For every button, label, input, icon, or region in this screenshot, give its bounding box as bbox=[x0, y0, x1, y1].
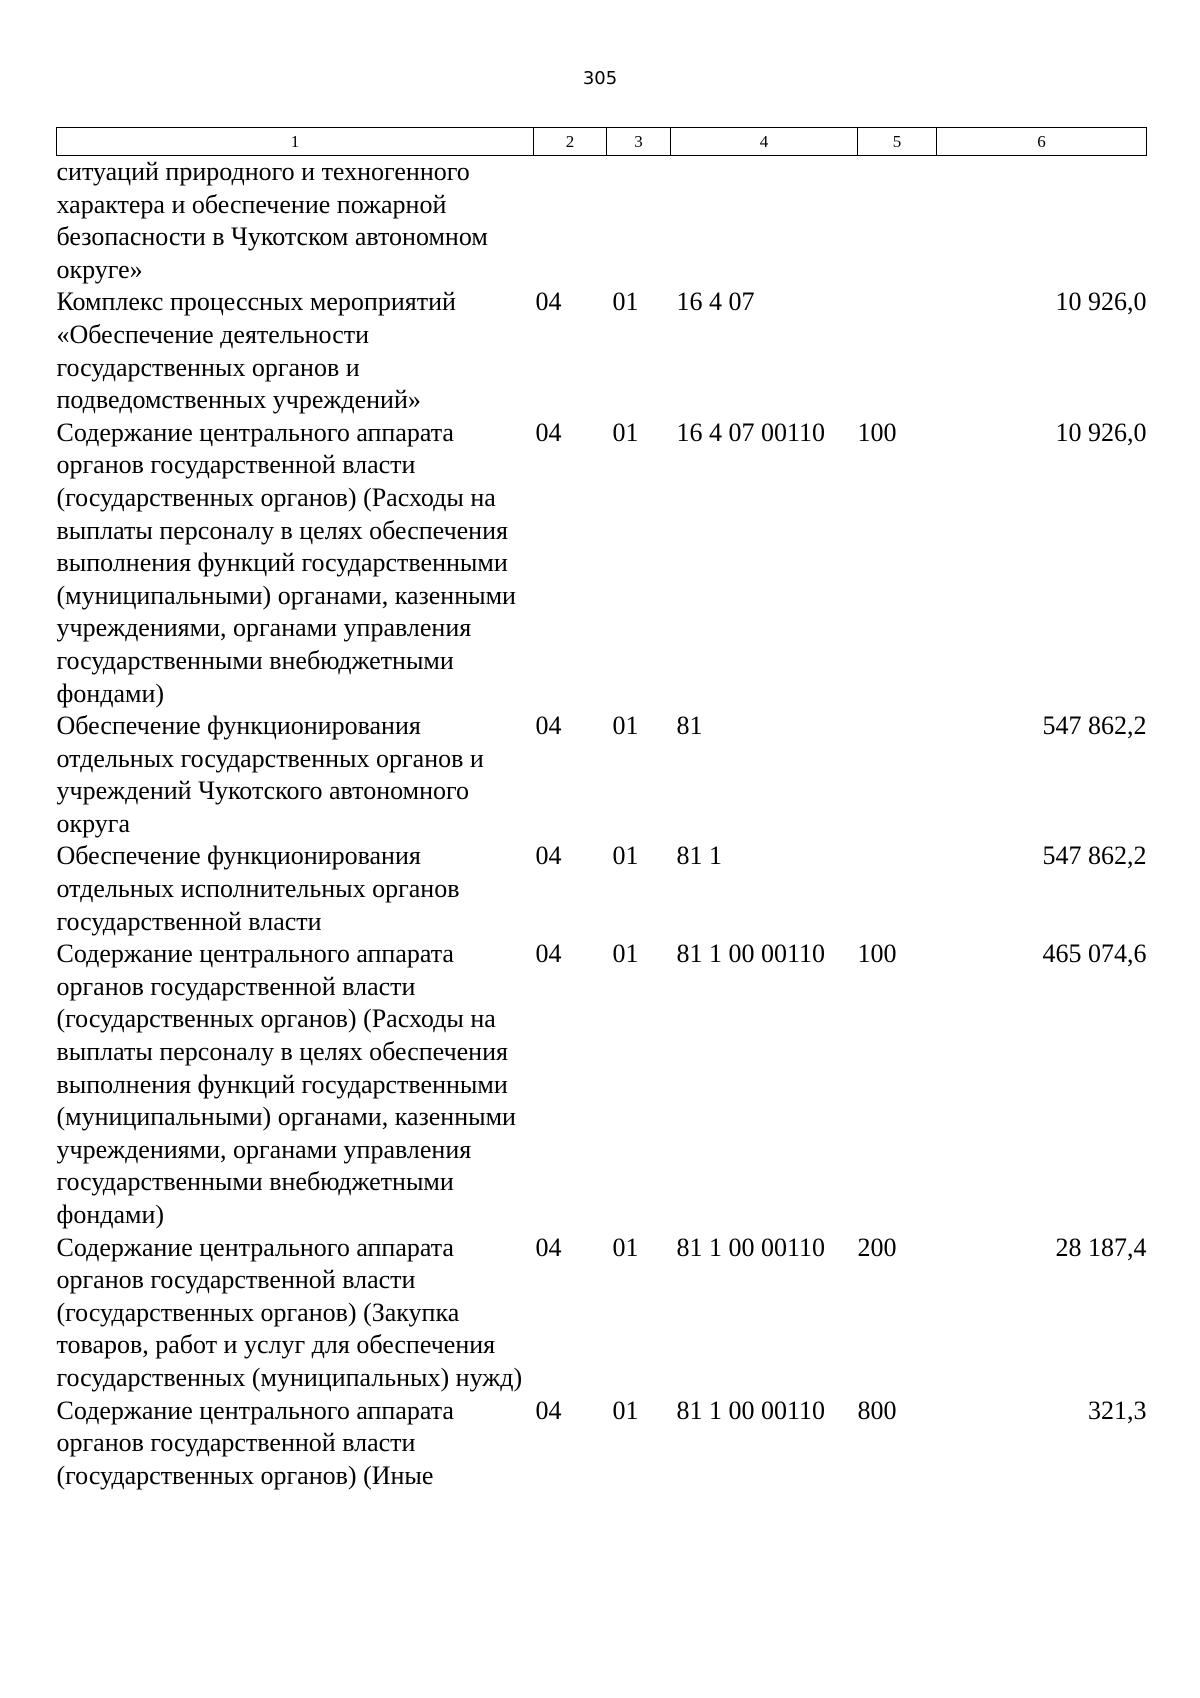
column-header-section: 2 bbox=[534, 128, 607, 156]
row-target-article bbox=[671, 156, 858, 287]
column-header-amount: 6 bbox=[937, 128, 1147, 156]
row-subsection: 01 bbox=[612, 287, 639, 317]
row-amount: 10 926,0 bbox=[1055, 417, 1147, 447]
row-target-article: 81 bbox=[676, 711, 703, 741]
column-header-name: 1 bbox=[57, 128, 534, 156]
row-subsection: 01 bbox=[612, 939, 639, 969]
row-subsection: 01 bbox=[612, 711, 639, 741]
table-body bbox=[57, 156, 1147, 1493]
table-header bbox=[57, 128, 1147, 156]
row-name: Содержание центрального аппарата органов государственной власти (государственных органов) (Иные bbox=[56, 1395, 454, 1490]
row-subsection: 01 bbox=[612, 417, 639, 447]
budget-table bbox=[56, 127, 1147, 1492]
row-expense-type: 800 bbox=[857, 1395, 897, 1425]
row-amount bbox=[937, 156, 1147, 287]
row-section bbox=[534, 156, 607, 287]
row-expense-type: 200 bbox=[857, 1232, 897, 1262]
row-section: 04 bbox=[535, 287, 562, 317]
table-row bbox=[57, 286, 1147, 416]
row-section: 04 bbox=[535, 939, 562, 969]
row-name: Содержание центрального аппарата органов государственной власти (государственных органов) (Расходы на выплаты персоналу в целях обеспечения выполнения функций государственными (муниципальными) органами, казенными учреждениями, органами управления государственными внебюджетными фондами) bbox=[56, 417, 516, 708]
row-expense-type bbox=[858, 156, 937, 287]
row-section: 04 bbox=[535, 1395, 562, 1425]
row-target-article: 81 1 00 00110 bbox=[676, 1232, 826, 1262]
row-target-article: 81 1 bbox=[676, 841, 722, 871]
row-expense-type bbox=[858, 710, 937, 840]
row-name: Обеспечение функционирования отдельных исполнительных органов государственной власти bbox=[56, 841, 460, 936]
row-section: 04 bbox=[535, 711, 562, 741]
row-name: Содержание центрального аппарата органов государственной власти (государственных органов) (Расходы на выплаты персоналу в целях обеспечения выполнения функций государственными (муниципальными) органами, казенными учреждениями, органами управления государственными внебюджетными фондами) bbox=[56, 939, 516, 1229]
table-row bbox=[57, 417, 1147, 710]
row-name: Обеспечение функционирования отдельных государственных органов и учреждений Чукотского автономного округа bbox=[56, 711, 484, 838]
row-target-article: 81 1 00 00110 bbox=[676, 939, 826, 969]
column-header-expense-type: 5 bbox=[858, 128, 937, 156]
row-section: 04 bbox=[535, 841, 562, 871]
row-amount: 10 926,0 bbox=[1055, 287, 1147, 317]
row-section: 04 bbox=[535, 1232, 562, 1262]
row-subsection bbox=[607, 156, 671, 287]
table-row bbox=[57, 938, 1147, 1231]
row-section: 04 bbox=[535, 417, 562, 447]
row-expense-type bbox=[858, 840, 937, 938]
row-target-article: 16 4 07 bbox=[676, 287, 755, 317]
row-expense-type: 100 bbox=[857, 417, 897, 447]
row-expense-type bbox=[858, 286, 937, 416]
header-row bbox=[57, 128, 1147, 156]
table-row bbox=[57, 1395, 1147, 1493]
row-name: Содержание центрального аппарата органов государственной власти (государственных органов) (Закупка товаров, работ и услуг для обеспечения государственных (муниципальных) нужд) bbox=[56, 1232, 523, 1392]
row-name: Комплекс процессных мероприятий «Обеспечение деятельности государственных органов и подведомственных учреждений» bbox=[56, 287, 456, 415]
row-amount: 465 074,6 bbox=[1042, 939, 1147, 969]
row-name: ситуаций природного и техногенного характера и обеспечение пожарной безопасности в Чукотском автономном округе» bbox=[56, 157, 488, 284]
row-target-article: 81 1 00 00110 bbox=[676, 1395, 826, 1425]
table-row bbox=[57, 710, 1147, 840]
row-expense-type: 100 bbox=[857, 939, 897, 969]
row-subsection: 01 bbox=[612, 841, 639, 871]
row-amount: 547 862,2 bbox=[1042, 841, 1147, 871]
page-number: 305 bbox=[582, 68, 618, 89]
table-row bbox=[57, 156, 1147, 287]
table-row bbox=[57, 1232, 1147, 1395]
row-subsection: 01 bbox=[612, 1395, 639, 1425]
row-target-article: 16 4 07 00110 bbox=[676, 417, 826, 447]
row-amount: 321,3 bbox=[1088, 1395, 1147, 1425]
row-amount: 547 862,2 bbox=[1042, 711, 1147, 741]
column-header-target-article: 4 bbox=[671, 128, 858, 156]
table-row bbox=[57, 840, 1147, 938]
column-header-subsection: 3 bbox=[607, 128, 671, 156]
row-subsection: 01 bbox=[612, 1232, 639, 1262]
row-amount: 28 187,4 bbox=[1055, 1232, 1147, 1262]
